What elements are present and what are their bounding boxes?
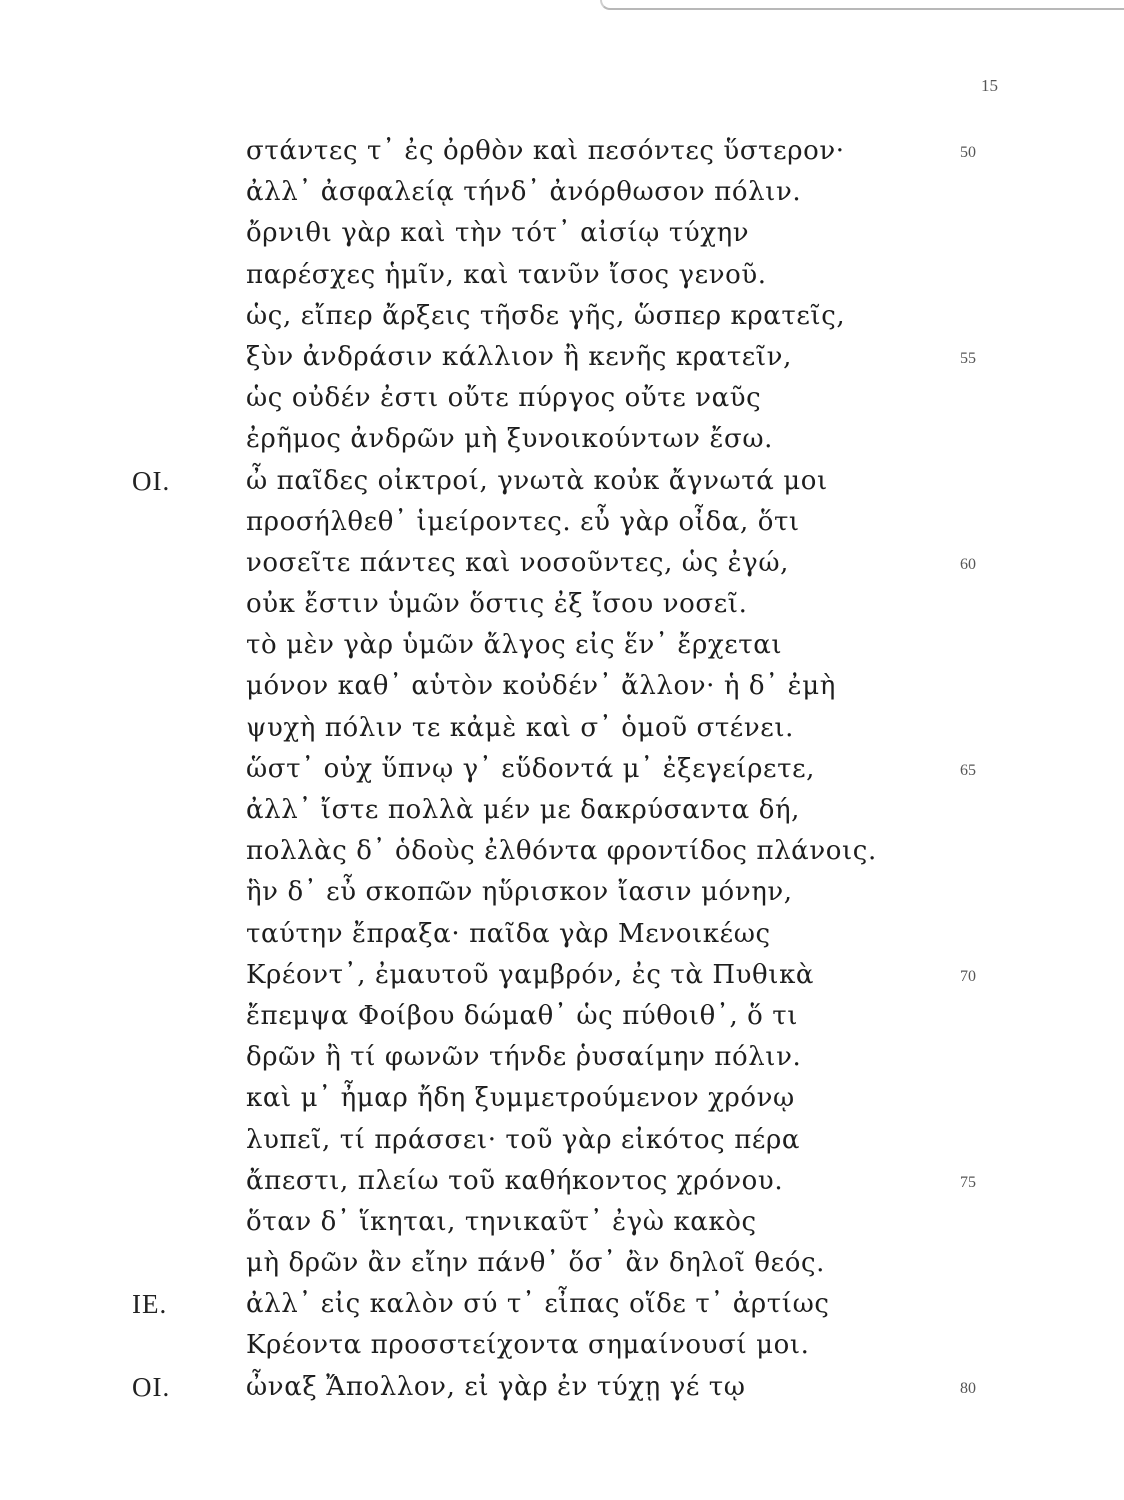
verse-text: ὡς, εἴπερ ἄρξεις τῆσδε γῆς, ὥσπερ κρατεῖς, [246, 300, 846, 331]
verse-line [0, 299, 1124, 340]
verse-line [0, 999, 1124, 1040]
verse-lines [0, 134, 1124, 1411]
verse-line [0, 134, 1124, 175]
verse-line [0, 1370, 1124, 1411]
verse-text: ἄπεστι, πλείω τοῦ καθήκοντος χρόνου. [246, 1165, 784, 1196]
verse-text: τὸ μὲν γὰρ ὑμῶν ἄλγος εἰς ἕν᾽ ἔρχεται [246, 630, 783, 661]
speaker-label: ΟΙ. [132, 465, 171, 496]
page-edge-rule [600, 0, 1124, 10]
verse-text: μὴ δρῶν ἂν εἴην πάνθ᾽ ὅσ᾽ ἂν δηλοῖ θεός. [246, 1248, 825, 1279]
verse-line [0, 505, 1124, 546]
verse-line [0, 381, 1124, 422]
verse-line [0, 464, 1124, 505]
verse-text: παρέσχες ἡμῖν, καὶ τανῦν ἴσος γενοῦ. [246, 259, 767, 290]
line-number: 50 [960, 144, 976, 161]
verse-line [0, 216, 1124, 257]
verse-text: ἀλλ᾽ ἀσφαλείᾳ τήνδ᾽ ἀνόρθωσον πόλιν. [246, 177, 802, 208]
verse-text: προσήλθεθ᾽ ἱμείροντες. εὖ γὰρ οἶδα, ὅτι [246, 506, 800, 537]
verse-text: ὥστ᾽ οὐχ ὕπνῳ γ᾽ εὕδοντά μ᾽ ἐξεγείρετε, [246, 753, 816, 784]
verse-line [0, 669, 1124, 710]
verse-text: οὐκ ἔστιν ὑμῶν ὅστις ἐξ ἴσου νοσεῖ. [246, 589, 748, 620]
verse-line [0, 1164, 1124, 1205]
verse-line [0, 340, 1124, 381]
verse-text: Κρέοντ᾽, ἐμαυτοῦ γαμβρόν, ἐς τὰ Πυθικὰ [246, 959, 815, 990]
verse-text: Κρέοντα προσστείχοντα σημαίνουσί μοι. [246, 1330, 810, 1361]
verse-line [0, 175, 1124, 216]
verse-line [0, 793, 1124, 834]
verse-line [0, 1081, 1124, 1122]
verse-text: ὦ παῖδες οἰκτροί, γνωτὰ κοὐκ ἄγνωτά μοι [246, 465, 828, 496]
verse-text: ὅταν δ᾽ ἵκηται, τηνικαῦτ᾽ ἐγὼ κακὸς [246, 1206, 757, 1237]
verse-line [0, 1040, 1124, 1081]
verse-text: ἔπεμψα Φοίβου δώμαθ᾽ ὡς πύθοιθ᾽, ὅ τι [246, 1000, 799, 1031]
verse-text: λυπεῖ, τί πράσσει· τοῦ γὰρ εἰκότος πέρα [246, 1124, 801, 1155]
line-number: 70 [960, 967, 976, 985]
verse-line [0, 752, 1124, 793]
verse-text: μόνον καθ᾽ αὑτὸν κοὐδέν᾽ ἄλλον· ἡ δ᾽ ἐμὴ [246, 671, 836, 702]
verse-text: πολλὰς δ᾽ ὁδοὺς ἐλθόντα φροντίδος πλάνοις. [246, 836, 877, 867]
verse-line [0, 834, 1124, 875]
verse-text: στάντες τ᾽ ἐς ὀρθὸν καὶ πεσόντες ὕστερον· [246, 136, 845, 166]
verse-text: ἐρῆμος ἀνδρῶν μὴ ξυνοικούντων ἔσω. [246, 424, 774, 455]
verse-text: ἣν δ᾽ εὖ σκοπῶν ηὕρισκον ἴασιν μόνην, [246, 877, 793, 908]
verse-line [0, 258, 1124, 299]
verse-text: ὄρνιθι γὰρ καὶ τὴν τότ᾽ αἰσίῳ τύχην [246, 218, 750, 249]
verse-line [0, 1246, 1124, 1287]
verse-text: ξὺν ἀνδράσιν κάλλιον ἢ κενῆς κρατεῖν, [246, 341, 792, 372]
verse-text: ἀλλ᾽ εἰς καλὸν σύ τ᾽ εἶπας οἵδε τ᾽ ἀρτίως [246, 1289, 830, 1320]
line-number: 80 [960, 1379, 976, 1397]
verse-text: ἀλλ᾽ ἴστε πολλὰ μέν με δακρύσαντα δή, [246, 795, 800, 825]
verse-line [0, 628, 1124, 669]
verse-text: ὡς οὐδέν ἐστι οὔτε πύργος οὔτε ναῦς [246, 383, 762, 414]
verse-line [0, 958, 1124, 999]
line-number: 55 [960, 349, 976, 367]
verse-text: δρῶν ἢ τί φωνῶν τήνδε ῥυσαίμην πόλιν. [246, 1042, 802, 1073]
verse-text: ταύτην ἔπραξα· παῖδα γὰρ Μενοικέως [246, 918, 771, 949]
verse-text: νοσεῖτε πάντες καὶ νοσοῦντες, ὡς ἐγώ, [246, 547, 789, 578]
verse-line [0, 1205, 1124, 1246]
line-number: 60 [960, 555, 976, 573]
verse-text: ψυχὴ πόλιν τε κἀμὲ καὶ σ᾽ ὁμοῦ στένει. [246, 712, 795, 743]
verse-line [0, 711, 1124, 752]
line-number: 65 [960, 761, 976, 779]
speaker-label: ΙΕ. [132, 1289, 168, 1320]
verse-line [0, 875, 1124, 916]
line-number: 75 [960, 1173, 976, 1191]
verse-line [0, 546, 1124, 587]
verse-line [0, 587, 1124, 628]
verse-line [0, 1328, 1124, 1369]
verse-line [0, 917, 1124, 958]
verse-line [0, 422, 1124, 463]
verse-line [0, 1287, 1124, 1328]
verse-line [0, 1123, 1124, 1164]
page-number: 15 [981, 76, 998, 95]
verse-text: καὶ μ᾽ ἦμαρ ἤδη ξυμμετρούμενον χρόνῳ [246, 1083, 795, 1114]
speaker-label: ΟΙ. [132, 1371, 171, 1402]
verse-text: ὦναξ Ἄπολλον, εἰ γὰρ ἐν τύχῃ γέ τῳ [246, 1371, 746, 1402]
